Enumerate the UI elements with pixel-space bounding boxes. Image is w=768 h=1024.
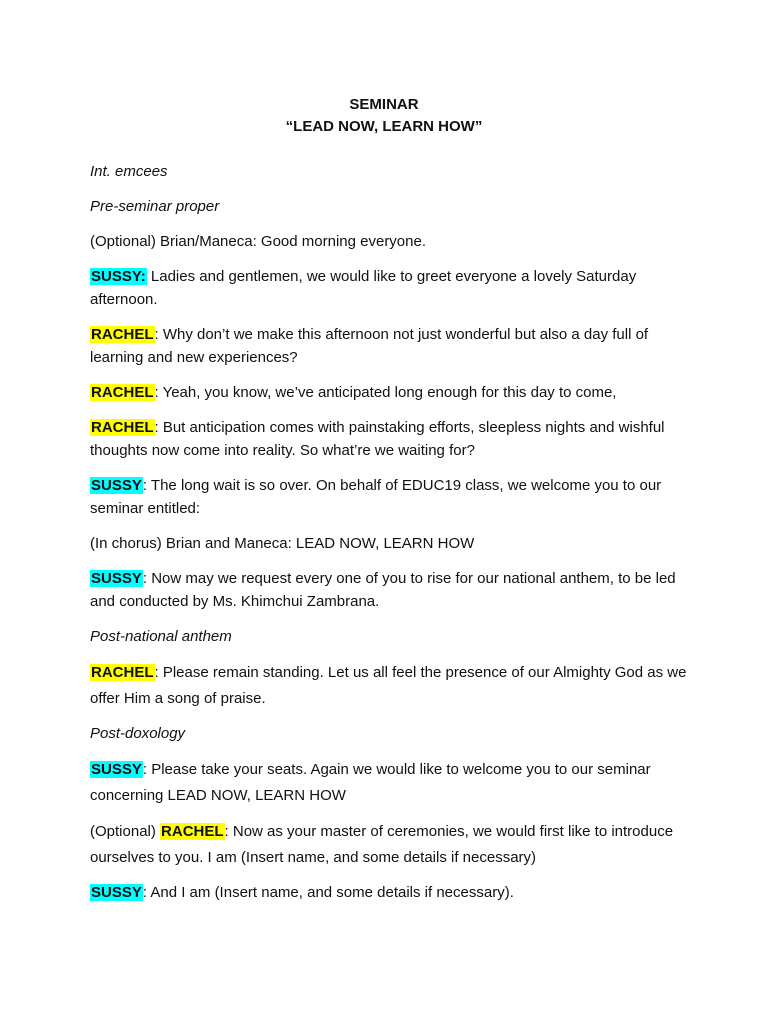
line-text: : The long wait is so over. On behalf of EDUC19 class, we welcome you to our seminar entitled: xyxy=(90,477,662,517)
script-body xyxy=(90,160,690,916)
line-text: : And I am (Insert name, and some details if necessary). xyxy=(142,884,514,901)
line-rachel-anticipated xyxy=(90,381,690,404)
speaker-label-rachel: RACHEL xyxy=(91,664,154,681)
line-text: Ladies and gentlemen, we would like to greet everyone a lovely Saturday afternoon. xyxy=(90,268,637,308)
speaker-label-sussy: SUSSY xyxy=(91,570,142,587)
line-text: : Yeah, you know, we’ve anticipated long enough for this day to come, xyxy=(154,384,617,401)
line-rachel-praise xyxy=(90,660,690,712)
document-title xyxy=(0,94,768,138)
line-chorus: (In chorus) Brian and Maneca: LEAD NOW, LEARN HOW xyxy=(90,535,475,552)
optional-prefix: (Optional) xyxy=(90,823,161,840)
speaker-label-sussy: SUSSY xyxy=(91,477,142,494)
line-text: : Now as your master of ceremonies, we would first like to introduce ourselves to you. I am (Insert name, and some details if necessary) xyxy=(90,823,674,866)
stage-note-post-anthem: Post-national anthem xyxy=(90,628,232,645)
line-text: : Please take your seats. Again we would like to welcome you to our seminar concerning LEAD NOW, LEARN HOW xyxy=(90,761,651,804)
speaker-label-rachel: RACHEL xyxy=(91,419,154,436)
title-line-seminar: SEMINAR xyxy=(349,96,419,113)
title-line-theme: “LEAD NOW, LEARN HOW” xyxy=(285,118,483,135)
speaker-label-sussy: SUSSY xyxy=(91,884,142,901)
line-rachel-anticipation xyxy=(90,416,690,462)
stage-note-post-doxology: Post-doxology xyxy=(90,725,186,742)
line-optional-greeting: (Optional) Brian/Maneca: Good morning everyone. xyxy=(90,233,427,250)
line-text: : Now may we request every one of you to rise for our national anthem, to be led and conducted by Ms. Khimchui Zambrana. xyxy=(90,570,676,610)
line-sussy-and-i-am xyxy=(90,881,690,904)
speaker-label-sussy: SUSSY: xyxy=(91,268,146,285)
line-text: : But anticipation comes with painstaking efforts, sleepless nights and wishful thoughts now come into reality. So what’re we waiting for? xyxy=(90,419,665,459)
line-rachel-introduce xyxy=(90,819,690,871)
speaker-label-sussy: SUSSY xyxy=(91,761,142,778)
stage-note-intro-emcees: Int. emcees xyxy=(90,163,168,180)
stage-note-pre-seminar: Pre-seminar proper xyxy=(90,198,220,215)
speaker-label-rachel: RACHEL xyxy=(161,823,224,840)
line-rachel-afternoon xyxy=(90,323,690,369)
line-text: : Please remain standing. Let us all feel the presence of our Almighty God as we offer Him a song of praise. xyxy=(90,664,687,707)
line-sussy-greeting xyxy=(90,265,690,311)
line-text: : Why don’t we make this afternoon not just wonderful but also a day full of learning and new experiences? xyxy=(90,326,649,366)
speaker-label-rachel: RACHEL xyxy=(91,326,154,343)
speaker-label-rachel: RACHEL xyxy=(91,384,154,401)
line-sussy-anthem xyxy=(90,567,690,613)
line-sussy-welcome xyxy=(90,474,690,520)
line-sussy-seats xyxy=(90,757,690,809)
